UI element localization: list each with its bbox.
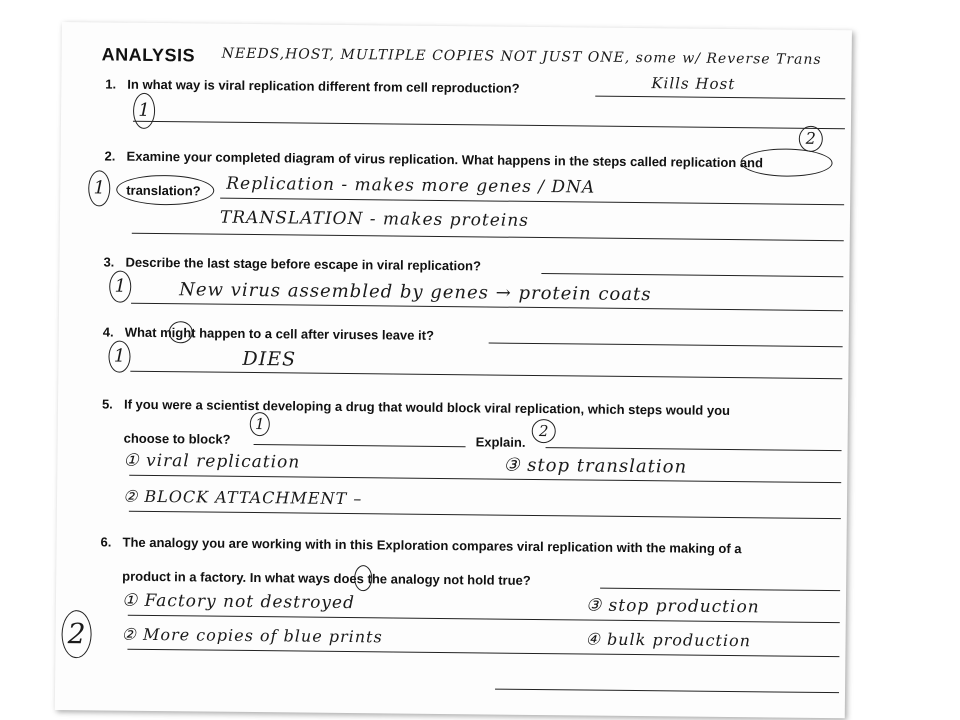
q3-answer-line-b: [131, 303, 843, 311]
q3-number: 3.: [103, 254, 115, 270]
q4-answer-line-a: [489, 342, 843, 347]
q1-score-mark: 1: [133, 93, 155, 129]
q6-answer-2: ② More copies of blue prints: [121, 624, 383, 647]
q5-block-line: [254, 444, 466, 447]
q2-answer-line-a: [220, 198, 844, 206]
replication-circle: [740, 148, 832, 177]
q3-answer: New virus assembled by genes → protein coats: [179, 279, 652, 306]
q4-score-mark: 1: [108, 341, 130, 373]
q3-text: Describe the last stage before escape in viral replication?: [125, 254, 482, 274]
q1-answer: Kills Host: [651, 74, 736, 94]
q6-answer-4: ④ bulk production: [585, 629, 752, 651]
might-circle: [169, 321, 193, 343]
q5-text-line-a: If you were a scientist developing a drug that would block viral replication, which steps would you: [123, 396, 731, 419]
q2-answer-line-b: [132, 233, 844, 241]
q5-score-mark-a: 1: [250, 412, 270, 436]
header-handwritten-note: NEEDS,HOST, MULTIPLE COPIES NOT JUST ONE, some w/ Reverse Trans: [221, 45, 822, 68]
q6-number: 6.: [100, 534, 112, 550]
q3-answer-line-a: [541, 273, 843, 277]
q1-number: 1.: [105, 76, 117, 92]
q5-answer-line-b: [129, 511, 841, 519]
q2-answer-1: Replication - makes more genes / DNA: [226, 173, 596, 198]
q4-answer: DIES: [242, 347, 297, 371]
q2-score-mark-right: 2: [799, 126, 823, 152]
q3-score-mark: 1: [109, 271, 131, 303]
worksheet-page: [55, 22, 852, 718]
q4-answer-line-b: [130, 371, 842, 379]
q4-text: What might happen to a cell after viruses leave it?: [124, 324, 435, 343]
q5-score-mark-b: 2: [532, 419, 556, 443]
q6-text-line-b: product in a factory. In what ways does the analogy not hold true?: [122, 568, 531, 588]
ways-circle: [354, 565, 372, 591]
q5-number: 5.: [101, 396, 113, 412]
q2-answer-2: TRANSLATION - makes proteins: [219, 207, 530, 231]
section-title: ANALYSIS: [101, 44, 196, 66]
q1-answer-line-a: [595, 96, 845, 100]
q5-answer-3: ③ stop translation: [503, 454, 688, 478]
q2-text-line-a: Examine your completed diagram of virus replication. What happens in the steps called replication and: [126, 148, 764, 171]
q6-score-mark: 2: [61, 610, 92, 658]
q5-explain-line: [546, 447, 842, 451]
q6-answer-3: ③ stop production: [585, 595, 760, 618]
translation-circle: [116, 175, 214, 206]
q4-number: 4.: [102, 324, 114, 340]
q5-explain-label: Explain.: [475, 434, 526, 450]
q5-text-line-b: choose to block?: [123, 430, 231, 447]
q5-answer-1: ① viral replication: [123, 450, 301, 473]
q1-text: In what way is viral replication different from cell reproduction?: [127, 76, 520, 96]
q6-answer-line-a: [600, 588, 840, 592]
q6-answer-1: ① Factory not destroyed: [121, 590, 356, 614]
q5-answer-line-a: [129, 475, 841, 483]
q2-score-mark-left: 1: [88, 170, 110, 206]
q1-answer-line-b: [133, 121, 845, 129]
q2-text-line-b: translation?: [126, 182, 201, 199]
q6-text-line-a: The analogy you are working with in this Exploration compares viral replication with the making of a: [122, 534, 742, 557]
q6-answer-line-d: [495, 689, 839, 694]
q2-number: 2.: [104, 148, 116, 164]
q5-answer-2: ② BLOCK ATTACHMENT –: [122, 486, 363, 509]
